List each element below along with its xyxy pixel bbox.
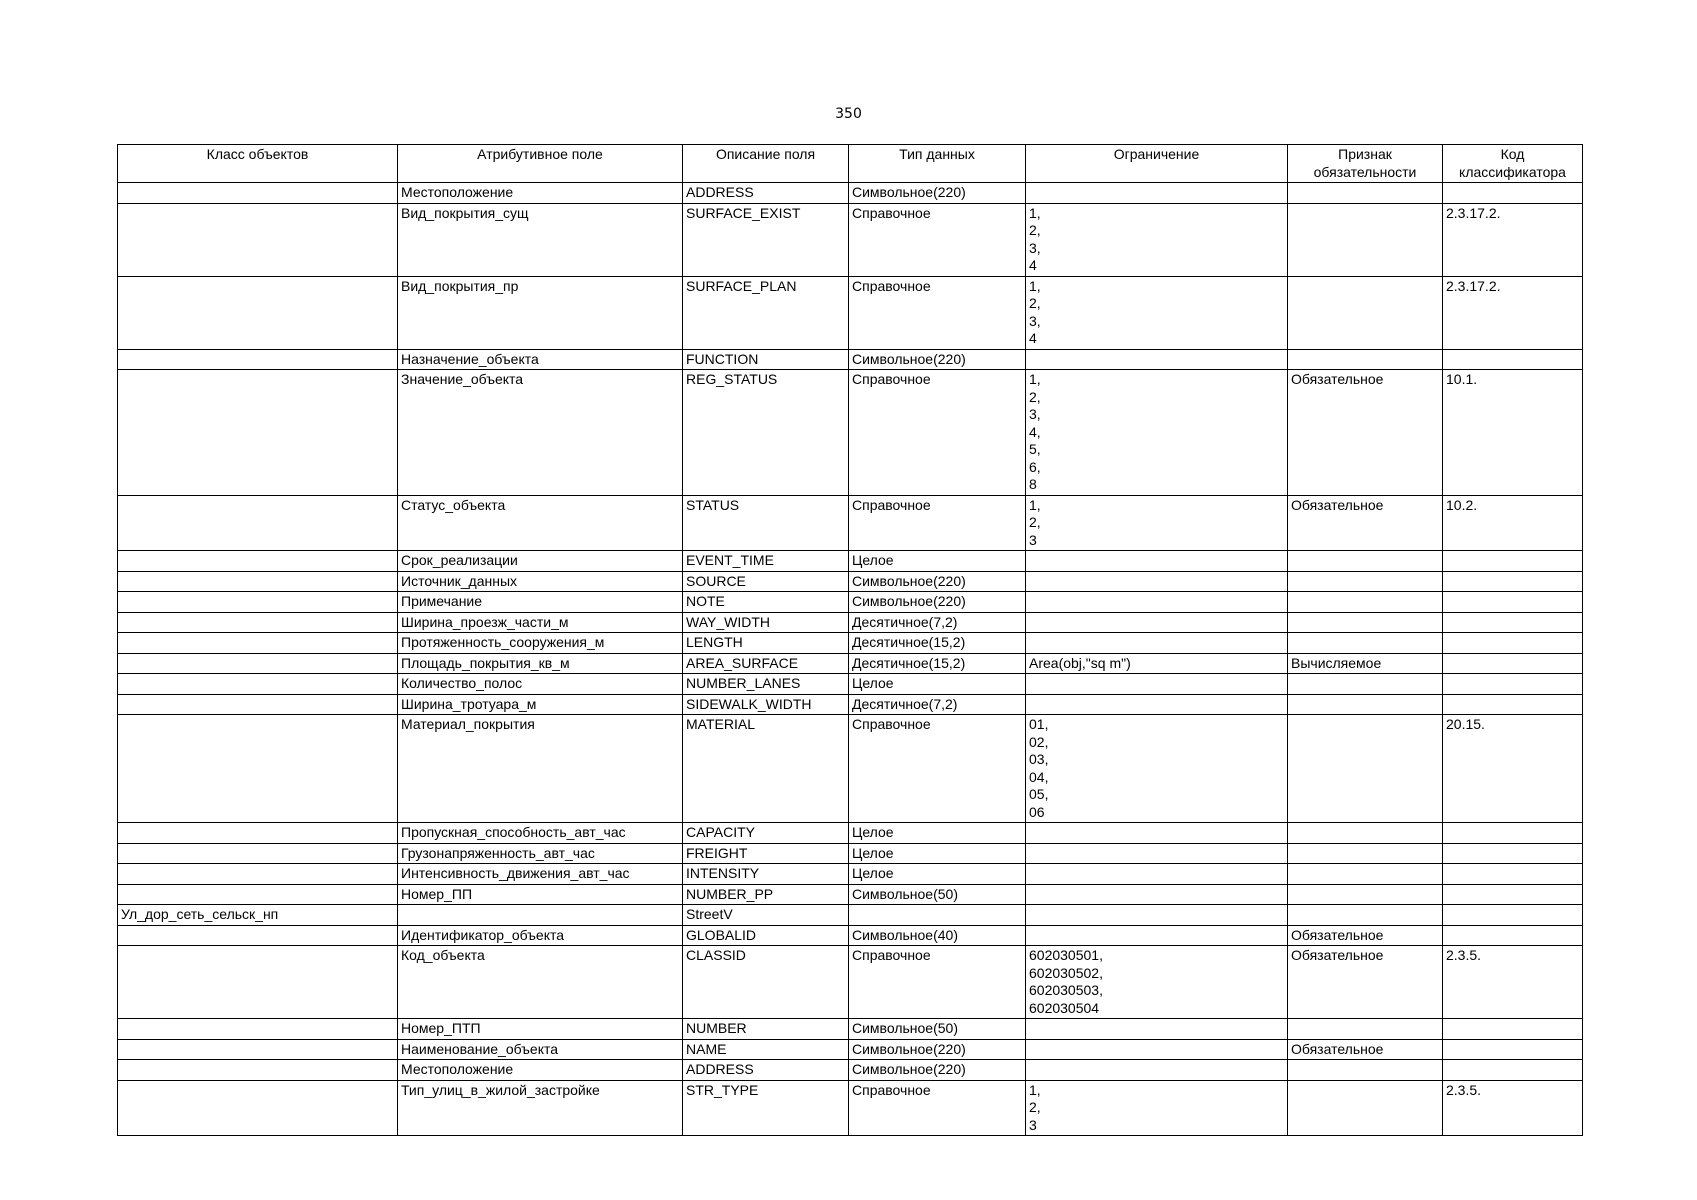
constraint-cell bbox=[1026, 592, 1288, 613]
table-row bbox=[118, 183, 1583, 204]
data-type-cell: Символьное(220) bbox=[849, 183, 1026, 204]
mandatory-flag-cell bbox=[1288, 1080, 1443, 1136]
field-description-cell: CLASSID bbox=[683, 946, 849, 1019]
field-description-cell: REG_STATUS bbox=[683, 370, 849, 496]
field-description-cell: NUMBER bbox=[683, 1019, 849, 1040]
classifier-code-cell bbox=[1443, 1019, 1583, 1040]
classifier-code-cell: 2.3.17.2. bbox=[1443, 203, 1583, 276]
constraint-cell bbox=[1026, 864, 1288, 885]
constraint-cell bbox=[1026, 551, 1288, 572]
constraint-cell bbox=[1026, 884, 1288, 905]
object-class-cell bbox=[118, 495, 398, 551]
data-type-cell: Целое bbox=[849, 843, 1026, 864]
attribute-field-cell: Примечание bbox=[398, 592, 683, 613]
constraint-cell bbox=[1026, 1019, 1288, 1040]
field-description-cell: INTENSITY bbox=[683, 864, 849, 885]
constraint-cell: Area(obj,"sq m") bbox=[1026, 653, 1288, 674]
mandatory-flag-cell bbox=[1288, 551, 1443, 572]
attribute-field-cell: Вид_покрытия_сущ bbox=[398, 203, 683, 276]
field-description-cell: EVENT_TIME bbox=[683, 551, 849, 572]
constraint-cell bbox=[1026, 1039, 1288, 1060]
mandatory-flag-cell bbox=[1288, 905, 1443, 926]
attribute-field-cell: Интенсивность_движения_авт_час bbox=[398, 864, 683, 885]
header-attribute-field: Атрибутивное поле bbox=[398, 145, 683, 183]
table-row bbox=[118, 864, 1583, 885]
constraint-cell bbox=[1026, 349, 1288, 370]
attribute-field-cell: Номер_ПТП bbox=[398, 1019, 683, 1040]
header-object-class: Класс объектов bbox=[118, 145, 398, 183]
constraint-cell bbox=[1026, 694, 1288, 715]
data-type-cell: Целое bbox=[849, 551, 1026, 572]
mandatory-flag-cell: Обязательное bbox=[1288, 925, 1443, 946]
classifier-code-cell bbox=[1443, 612, 1583, 633]
classifier-code-cell bbox=[1443, 592, 1583, 613]
data-type-cell: Целое bbox=[849, 823, 1026, 844]
data-type-cell: Символьное(220) bbox=[849, 592, 1026, 613]
table-row bbox=[118, 495, 1583, 551]
field-description-cell: STATUS bbox=[683, 495, 849, 551]
attribute-field-cell: Количество_полос bbox=[398, 674, 683, 695]
field-description-cell: SOURCE bbox=[683, 571, 849, 592]
mandatory-flag-cell bbox=[1288, 276, 1443, 349]
data-type-cell: Символьное(50) bbox=[849, 1019, 1026, 1040]
header-mandatory-flag: Признак обязательности bbox=[1288, 145, 1443, 183]
mandatory-flag-cell bbox=[1288, 349, 1443, 370]
data-type-cell: Справочное bbox=[849, 370, 1026, 496]
classifier-code-cell bbox=[1443, 674, 1583, 695]
object-class-cell bbox=[118, 370, 398, 496]
constraint-cell: 1, 2, 3 bbox=[1026, 495, 1288, 551]
classifier-code-cell: 2.3.5. bbox=[1443, 946, 1583, 1019]
data-type-cell: Символьное(220) bbox=[849, 349, 1026, 370]
data-type-cell: Справочное bbox=[849, 495, 1026, 551]
table-row bbox=[118, 370, 1583, 496]
table-row bbox=[118, 653, 1583, 674]
field-description-cell: GLOBALID bbox=[683, 925, 849, 946]
classifier-code-cell bbox=[1443, 571, 1583, 592]
table-row bbox=[118, 349, 1583, 370]
attribute-field-cell: Ширина_проезж_части_м bbox=[398, 612, 683, 633]
header-row bbox=[118, 145, 1583, 183]
object-class-cell bbox=[118, 633, 398, 654]
object-class-cell bbox=[118, 203, 398, 276]
attribute-field-cell: Тип_улиц_в_жилой_застройке bbox=[398, 1080, 683, 1136]
mandatory-flag-cell bbox=[1288, 884, 1443, 905]
table-row bbox=[118, 843, 1583, 864]
field-description-cell: AREA_SURFACE bbox=[683, 653, 849, 674]
object-class-cell bbox=[118, 946, 398, 1019]
data-type-cell: Десятичное(7,2) bbox=[849, 612, 1026, 633]
classifier-code-cell: 20.15. bbox=[1443, 715, 1583, 823]
classifier-code-cell: 10.1. bbox=[1443, 370, 1583, 496]
header-field-description: Описание поля bbox=[683, 145, 849, 183]
constraint-cell bbox=[1026, 843, 1288, 864]
object-class-cell bbox=[118, 674, 398, 695]
mandatory-flag-cell: Обязательное bbox=[1288, 1039, 1443, 1060]
field-description-cell: SIDEWALK_WIDTH bbox=[683, 694, 849, 715]
table-row bbox=[118, 905, 1583, 926]
data-type-cell: Справочное bbox=[849, 715, 1026, 823]
table-row bbox=[118, 946, 1583, 1019]
attribute-field-cell: Вид_покрытия_пр bbox=[398, 276, 683, 349]
field-description-cell: SURFACE_PLAN bbox=[683, 276, 849, 349]
attribute-field-cell: Местоположение bbox=[398, 183, 683, 204]
object-class-cell bbox=[118, 715, 398, 823]
constraint-cell: 1, 2, 3, 4, 5, 6, 8 bbox=[1026, 370, 1288, 496]
field-description-cell: LENGTH bbox=[683, 633, 849, 654]
classifier-code-cell bbox=[1443, 843, 1583, 864]
classifier-code-cell bbox=[1443, 864, 1583, 885]
data-type-cell: Десятичное(15,2) bbox=[849, 633, 1026, 654]
object-class-cell bbox=[118, 551, 398, 572]
constraint-cell bbox=[1026, 633, 1288, 654]
attribute-field-cell: Идентификатор_объекта bbox=[398, 925, 683, 946]
field-description-cell: ADDRESS bbox=[683, 183, 849, 204]
data-type-cell: Целое bbox=[849, 674, 1026, 695]
table-row bbox=[118, 925, 1583, 946]
classifier-code-cell bbox=[1443, 183, 1583, 204]
data-type-cell: Справочное bbox=[849, 1080, 1026, 1136]
classifier-code-cell bbox=[1443, 551, 1583, 572]
field-description-cell: WAY_WIDTH bbox=[683, 612, 849, 633]
attribute-field-cell: Протяженность_сооружения_м bbox=[398, 633, 683, 654]
field-description-cell: SURFACE_EXIST bbox=[683, 203, 849, 276]
object-class-cell bbox=[118, 653, 398, 674]
data-type-cell: Десятичное(15,2) bbox=[849, 653, 1026, 674]
object-class-cell bbox=[118, 183, 398, 204]
constraint-cell: 1, 2, 3, 4 bbox=[1026, 203, 1288, 276]
classifier-code-cell: 2.3.17.2. bbox=[1443, 276, 1583, 349]
object-class-cell bbox=[118, 694, 398, 715]
attribute-field-cell bbox=[398, 905, 683, 926]
header-data-type: Тип данных bbox=[849, 145, 1026, 183]
attribute-field-cell: Значение_объекта bbox=[398, 370, 683, 496]
constraint-cell bbox=[1026, 674, 1288, 695]
constraint-cell: 602030501, 602030502, 602030503, 602030504 bbox=[1026, 946, 1288, 1019]
attribute-field-cell: Пропускная_способность_авт_час bbox=[398, 823, 683, 844]
mandatory-flag-cell: Обязательное bbox=[1288, 370, 1443, 496]
object-class-cell bbox=[118, 612, 398, 633]
table-row bbox=[118, 612, 1583, 633]
attribute-field-cell: Номер_ПП bbox=[398, 884, 683, 905]
mandatory-flag-cell: Обязательное bbox=[1288, 946, 1443, 1019]
attribute-field-cell: Материал_покрытия bbox=[398, 715, 683, 823]
data-type-cell: Справочное bbox=[849, 203, 1026, 276]
table-row bbox=[118, 571, 1583, 592]
page-number: 350 bbox=[835, 106, 862, 122]
attribute-field-cell: Местоположение bbox=[398, 1060, 683, 1081]
constraint-cell bbox=[1026, 823, 1288, 844]
object-class-cell bbox=[118, 1060, 398, 1081]
object-class-cell bbox=[118, 884, 398, 905]
object-class-cell bbox=[118, 571, 398, 592]
object-class-cell bbox=[118, 1039, 398, 1060]
table-row bbox=[118, 276, 1583, 349]
field-description-cell: NAME bbox=[683, 1039, 849, 1060]
object-class-cell bbox=[118, 843, 398, 864]
data-type-cell: Символьное(40) bbox=[849, 925, 1026, 946]
mandatory-flag-cell: Обязательное bbox=[1288, 495, 1443, 551]
mandatory-flag-cell bbox=[1288, 1060, 1443, 1081]
mandatory-flag-cell bbox=[1288, 864, 1443, 885]
data-type-cell: Символьное(220) bbox=[849, 571, 1026, 592]
field-description-cell: STR_TYPE bbox=[683, 1080, 849, 1136]
data-type-cell: Справочное bbox=[849, 276, 1026, 349]
classifier-code-cell bbox=[1443, 694, 1583, 715]
classifier-code-cell bbox=[1443, 349, 1583, 370]
classifier-code-cell bbox=[1443, 823, 1583, 844]
attribute-field-cell: Ширина_тротуара_м bbox=[398, 694, 683, 715]
object-class-cell bbox=[118, 1080, 398, 1136]
table-row bbox=[118, 203, 1583, 276]
classifier-code-cell bbox=[1443, 633, 1583, 654]
object-class-cell bbox=[118, 592, 398, 613]
data-type-cell bbox=[849, 905, 1026, 926]
mandatory-flag-cell bbox=[1288, 571, 1443, 592]
mandatory-flag-cell bbox=[1288, 183, 1443, 204]
classifier-code-cell bbox=[1443, 884, 1583, 905]
classifier-code-cell: 10.2. bbox=[1443, 495, 1583, 551]
attribute-field-cell: Код_объекта bbox=[398, 946, 683, 1019]
mandatory-flag-cell: Вычисляемое bbox=[1288, 653, 1443, 674]
classifier-code-cell bbox=[1443, 925, 1583, 946]
data-type-cell: Символьное(220) bbox=[849, 1060, 1026, 1081]
field-description-cell: ADDRESS bbox=[683, 1060, 849, 1081]
object-class-cell bbox=[118, 925, 398, 946]
attribute-field-cell: Наименование_объекта bbox=[398, 1039, 683, 1060]
mandatory-flag-cell bbox=[1288, 674, 1443, 695]
field-description-cell: StreetV bbox=[683, 905, 849, 926]
mandatory-flag-cell bbox=[1288, 843, 1443, 864]
field-description-cell: MATERIAL bbox=[683, 715, 849, 823]
data-type-cell: Символьное(50) bbox=[849, 884, 1026, 905]
attribute-field-cell: Источник_данных bbox=[398, 571, 683, 592]
field-description-cell: NUMBER_LANES bbox=[683, 674, 849, 695]
table-row bbox=[118, 1080, 1583, 1136]
table-row bbox=[118, 715, 1583, 823]
table-body bbox=[118, 183, 1583, 1136]
classifier-code-cell bbox=[1443, 1060, 1583, 1081]
data-type-cell: Справочное bbox=[849, 946, 1026, 1019]
attribute-field-cell: Срок_реализации bbox=[398, 551, 683, 572]
field-description-cell: CAPACITY bbox=[683, 823, 849, 844]
table-row bbox=[118, 1039, 1583, 1060]
constraint-cell bbox=[1026, 571, 1288, 592]
mandatory-flag-cell bbox=[1288, 823, 1443, 844]
object-class-cell bbox=[118, 276, 398, 349]
attribute-table bbox=[117, 144, 1583, 1136]
classifier-code-cell bbox=[1443, 653, 1583, 674]
classifier-code-cell bbox=[1443, 905, 1583, 926]
field-description-cell: NUMBER_PP bbox=[683, 884, 849, 905]
constraint-cell bbox=[1026, 612, 1288, 633]
table-row bbox=[118, 694, 1583, 715]
constraint-cell bbox=[1026, 1060, 1288, 1081]
object-class-cell bbox=[118, 349, 398, 370]
constraint-cell: 1, 2, 3, 4 bbox=[1026, 276, 1288, 349]
attribute-field-cell: Грузонапряженность_авт_час bbox=[398, 843, 683, 864]
mandatory-flag-cell bbox=[1288, 592, 1443, 613]
mandatory-flag-cell bbox=[1288, 612, 1443, 633]
constraint-cell bbox=[1026, 925, 1288, 946]
table-row bbox=[118, 551, 1583, 572]
table-row bbox=[118, 1019, 1583, 1040]
mandatory-flag-cell bbox=[1288, 694, 1443, 715]
object-class-cell bbox=[118, 864, 398, 885]
mandatory-flag-cell bbox=[1288, 633, 1443, 654]
table-row bbox=[118, 592, 1583, 613]
data-type-cell: Целое bbox=[849, 864, 1026, 885]
constraint-cell: 1, 2, 3 bbox=[1026, 1080, 1288, 1136]
classifier-code-cell bbox=[1443, 1039, 1583, 1060]
constraint-cell bbox=[1026, 905, 1288, 926]
field-description-cell: FREIGHT bbox=[683, 843, 849, 864]
data-type-cell: Символьное(220) bbox=[849, 1039, 1026, 1060]
object-class-cell bbox=[118, 823, 398, 844]
data-type-cell: Десятичное(7,2) bbox=[849, 694, 1026, 715]
mandatory-flag-cell bbox=[1288, 715, 1443, 823]
table-row bbox=[118, 674, 1583, 695]
field-description-cell: NOTE bbox=[683, 592, 849, 613]
constraint-cell bbox=[1026, 183, 1288, 204]
classifier-code-cell: 2.3.5. bbox=[1443, 1080, 1583, 1136]
attribute-field-cell: Площадь_покрытия_кв_м bbox=[398, 653, 683, 674]
attribute-field-cell: Назначение_объекта bbox=[398, 349, 683, 370]
table-row bbox=[118, 1060, 1583, 1081]
object-class-cell bbox=[118, 1019, 398, 1040]
header-classifier-code: Код классификатора bbox=[1443, 145, 1583, 183]
object-class-cell: Ул_дор_сеть_сельск_нп bbox=[118, 905, 398, 926]
mandatory-flag-cell bbox=[1288, 1019, 1443, 1040]
attribute-field-cell: Статус_объекта bbox=[398, 495, 683, 551]
table-row bbox=[118, 884, 1583, 905]
table-row bbox=[118, 823, 1583, 844]
mandatory-flag-cell bbox=[1288, 203, 1443, 276]
constraint-cell: 01, 02, 03, 04, 05, 06 bbox=[1026, 715, 1288, 823]
field-description-cell: FUNCTION bbox=[683, 349, 849, 370]
header-constraint: Ограничение bbox=[1026, 145, 1288, 183]
table-row bbox=[118, 633, 1583, 654]
